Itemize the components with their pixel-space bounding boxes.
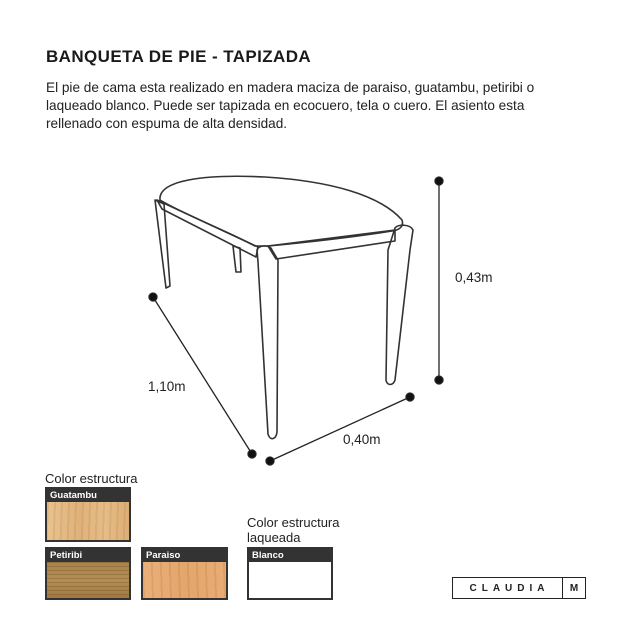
swatch-paraiso-label: Paraiso <box>143 549 226 562</box>
length-dimension-line <box>153 297 252 454</box>
bench-leg-back-middle <box>233 246 241 272</box>
page-title: BANQUETA DE PIE - TAPIZADA <box>46 47 312 66</box>
swatch-petiribi-sample <box>47 562 129 598</box>
length-dimension-dot-top <box>149 293 157 301</box>
depth-dimension-line <box>270 397 410 461</box>
lacquered-color-label: Color estructura laqueada <box>247 515 340 545</box>
bench-side-rail <box>157 200 258 257</box>
depth-dimension-dot-right <box>406 393 414 401</box>
depth-dimension-label: 0,40m <box>343 432 381 447</box>
bench-leg-back-left <box>155 200 170 288</box>
swatch-paraiso-sample <box>143 562 226 598</box>
height-dimension-dot-bottom <box>435 376 443 384</box>
bench-seat-cushion <box>160 176 403 246</box>
height-dimension-dot-top <box>435 177 443 185</box>
bench-leg-front-left <box>257 246 278 439</box>
swatch-blanco-sample <box>249 562 331 598</box>
brand-mark: M <box>562 578 585 598</box>
swatch-blanco-label: Blanco <box>249 549 331 562</box>
product-description: El pie de cama esta realizado en madera maciza de paraiso, guatambu, petiribi o laqueado blanco. Puede ser tapizada en ecocuero, tela o cuero. El asiento esta rellenado con espuma de alta densidad. <box>46 80 535 131</box>
swatch-petiribi-label: Petiribi <box>47 549 129 562</box>
length-dimension-dot-bottom <box>248 450 256 458</box>
height-dimension-label: 0,43m <box>455 270 493 285</box>
structure-color-label: Color estructura <box>45 471 138 486</box>
swatch-guatambu-label: Guatambu <box>47 489 129 502</box>
brand-logo <box>452 577 586 599</box>
swatch-petiribi[interactable] <box>45 547 131 600</box>
swatch-blanco[interactable] <box>247 547 333 600</box>
brand-name: CLAUDIA <box>469 582 550 594</box>
length-dimension-label: 1,10m <box>148 379 186 394</box>
swatch-guatambu-sample <box>47 502 129 540</box>
swatch-guatambu[interactable] <box>45 487 131 542</box>
depth-dimension-dot-left <box>266 457 274 465</box>
bench-leg-front-right <box>386 225 413 384</box>
swatch-paraiso[interactable] <box>141 547 228 600</box>
